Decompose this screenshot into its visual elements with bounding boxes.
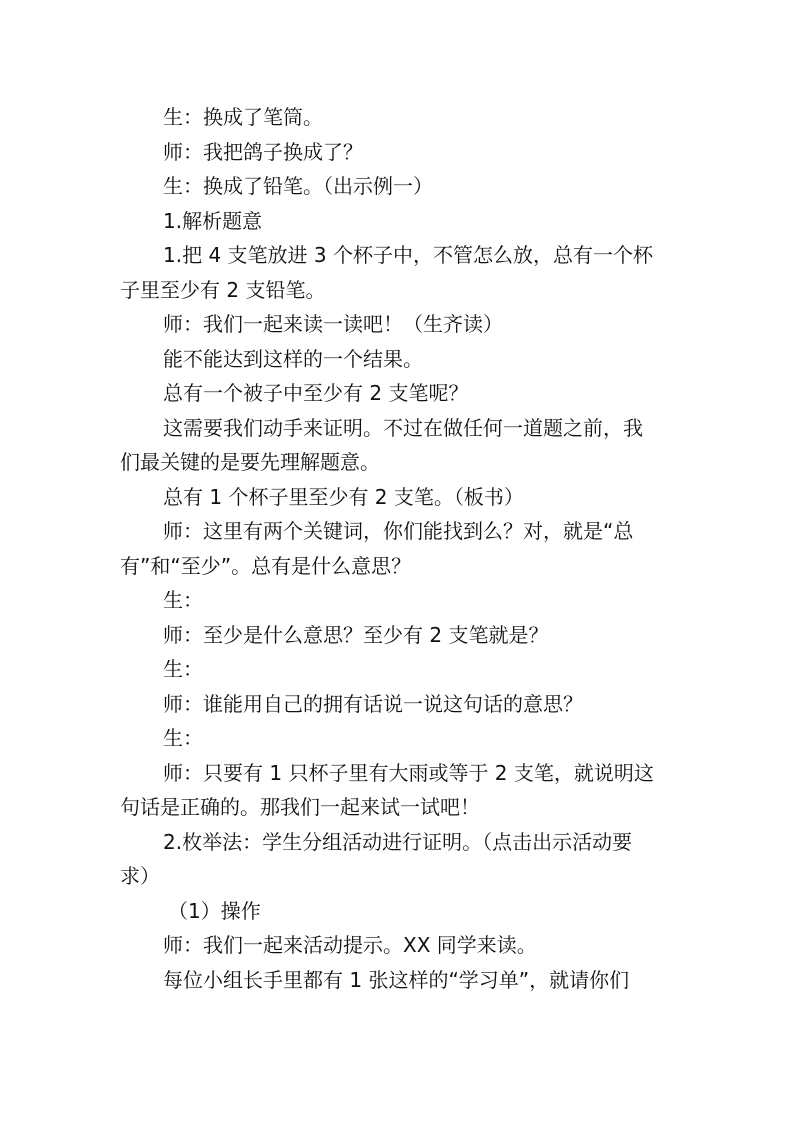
- text-line: 总有一个被子中至少有 2 支笔呢？: [163, 381, 469, 405]
- example-text: 子里至少有 2 支铅笔。: [120, 277, 326, 302]
- text-line: 师：这里有两个关键词，你们能找到么？对，就是“总: [163, 519, 634, 543]
- text-line: 师：我把鸽子换成了？: [163, 139, 363, 164]
- section-heading: 求）: [120, 864, 160, 888]
- section-heading: 1.解析题意: [163, 208, 263, 233]
- text-line: 师：谁能用自己的拥有话说一说这句话的意思？: [163, 691, 583, 716]
- text-line: 每位小组长手里都有 1 张这样的“学习单”，就请你们: [163, 967, 630, 992]
- text-line: 师：我们一起来活动提示。XX 同学来读。: [163, 933, 537, 957]
- text-line: 生：: [163, 588, 203, 612]
- text-line: 师：只要有 1 只杯子里有大雨或等于 2 支笔，就说明这: [163, 760, 654, 785]
- text-line: 能不能达到这样的一个结果。: [163, 346, 423, 371]
- text-line: 总有 1 个杯子里至少有 2 支笔。（板书）: [163, 484, 524, 509]
- text-line: 有”和“至少”。总有是什么意思？: [120, 553, 412, 578]
- subsection-heading: （1）操作: [168, 898, 261, 923]
- text-line: 生：换成了铅笔。（出示例一）: [163, 174, 433, 198]
- text-line: 生：: [163, 726, 203, 750]
- section-heading: 2.枚举法：学生分组活动进行证明。（点击出示活动要: [163, 829, 633, 854]
- text-line: 师：我们一起来读一读吧！（生齐读）: [163, 312, 503, 336]
- text-line: 们最关键的是要先理解题意。: [120, 450, 380, 474]
- document-page: [120, 100, 676, 997]
- text-line: 句话是正确的。那我们一起来试一试吧！: [120, 795, 480, 819]
- text-line: 生：: [163, 657, 203, 681]
- text-line: 这需要我们动手来证明。不过在做任何一道题之前，我: [163, 415, 643, 440]
- text-line: 师：至少是什么意思？至少有 2 支笔就是？: [163, 622, 549, 647]
- example-text: 1.把 4 支笔放进 3 个杯子中，不管怎么放，总有一个杯: [163, 243, 653, 267]
- text-line: 生：换成了笔筒。: [163, 105, 323, 129]
